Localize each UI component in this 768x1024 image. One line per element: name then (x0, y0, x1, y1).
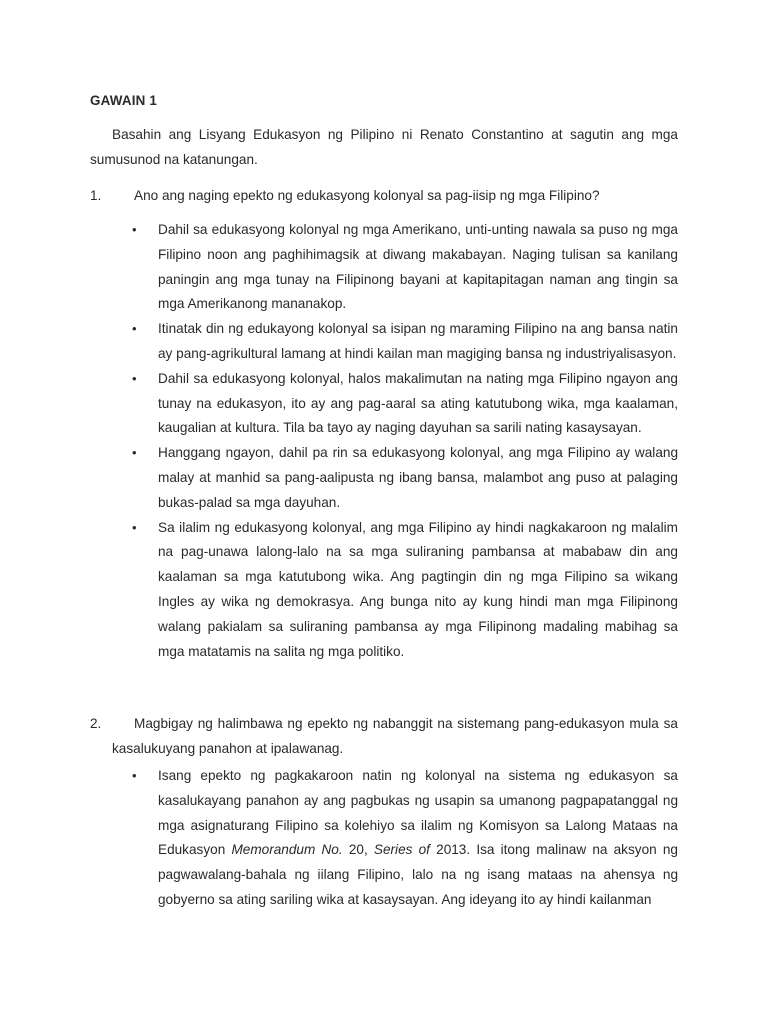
list-item (132, 367, 678, 441)
bullet-icon: • (132, 519, 137, 535)
italic-term: Memorandum No. (231, 842, 343, 858)
bullet-icon: • (132, 222, 137, 237)
list-item-text: Dahil sa edukasyong kolonyal ng mga Amerikano, unti-unting nawala sa puso ng mga Filipino noon ang paghihimagsik at diwang makabayan. Naging tulisan sa kanilang paningin ang mga tunay na Filipinong bayani at kapitapitagan naman ang tingin sa mga Amerikanong mananakop. (158, 222, 678, 312)
question-number: 2. (90, 716, 102, 731)
list-item-text (158, 768, 678, 907)
question-1 (90, 184, 678, 209)
list-item (132, 218, 678, 317)
text-segment: 20, (342, 842, 374, 858)
list-item (132, 516, 678, 665)
italic-term: Series of (373, 842, 430, 858)
answer-list-2 (132, 764, 678, 913)
bullet-icon: • (132, 445, 137, 461)
list-item (132, 317, 678, 367)
intro-paragraph: Basahin ang Lisyang Edukasyon ng Pilipino ni Renato Constantino at sagutin ang mga sumusunod na katanungan. (90, 127, 678, 167)
list-item (132, 441, 678, 515)
answer-list-1 (132, 218, 678, 664)
list-item-text: Sa ilalim ng edukasyong kolonyal, ang mga Filipino ay hindi nagkakaroon ng malalim na pag-unawa lalong-lalo na sa mga suliraning pambansa at mababaw din ang kaalaman sa mga katutubong wika. Ang pagtingin din ng mga Filipino sa wikang Ingles ay wika ng demokrasya. Ang bunga nito ay kung hindi man mga Filipinong walang pakialam sa suliraning pambansa ay mga Filipinong madaling mabihag sa mga matatamis na salita ng mga politiko. (158, 519, 678, 659)
list-item-text: Dahil sa edukasyong kolonyal, halos makalimutan na nating mga Filipino ngayon ang tunay na edukasyon, ito ay ang pag-aaral sa ating katutubong wika, mga kaalaman, kaugalian at kultura. Tila ba tayo ay naging dayuhan sa sarili nating kasaysayan. (158, 370, 678, 436)
question-2 (90, 712, 678, 762)
bullet-icon: • (132, 321, 137, 337)
question-text: Ano ang naging epekto ng edukasyong kolonyal sa pag-iisip ng mga Filipino? (134, 188, 600, 203)
bullet-icon: • (132, 768, 137, 783)
question-text: Magbigay ng halimbawa ng epekto ng nabanggit na sistemang pang-edukasyon mula sa kasalukuyang panahon at ipalawanag. (112, 716, 678, 756)
text-segment: Isang epekto ng pagkakaroon natin ng kolonyal na sistema ng edukasyon sa kasalukayang panahon ay ang pagbukas ng usapin sa umanong pagpapatanggal ng mga asignaturang Filipino sa kolehiyo sa ilalim ng Komisyon sa Lalong Mataas na Edukasyon (158, 768, 678, 858)
list-item-text: Hanggang ngayon, dahil pa rin sa edukasyong kolonyal, ang mga Filipino ay walang malay at manhid sa pang-aalipusta ng ibang bansa, malambot ang puso at palaging bukas-palad sa mga dayuhan. (158, 445, 678, 510)
page-title: GAWAIN 1 (90, 93, 158, 108)
question-number: 1. (90, 188, 102, 203)
list-item-text: Itinatak din ng edukayong kolonyal sa isipan ng maraming Filipino na ang bansa natin ay pang-agrikultural lamang at hindi kailan man magiging bansa ng industriyalisasyon. (158, 321, 678, 361)
list-item (132, 764, 678, 913)
bullet-icon: • (132, 370, 137, 386)
text-segment: 2013. Isa itong malinaw na aksyon ng pagwawalang-bahala ng iilang Filipino, lalo na ng isang mataas na ahensya ng gobyerno sa ating sariling wika at kasaysayan. Ang ideyang ito ay hindi kailanman (158, 842, 678, 907)
